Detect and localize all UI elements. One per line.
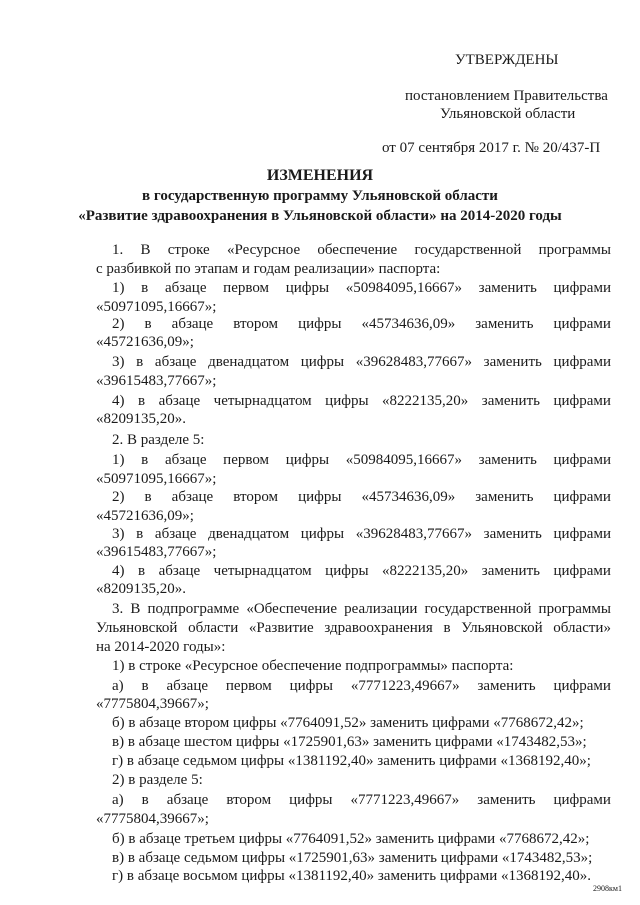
- list-item: г) в абзаце седьмом цифры «1381192,40» заменить цифрами «1368192,40»;: [112, 753, 591, 769]
- list-item-cont: «50971095,16667»;: [96, 471, 217, 487]
- list-item-cont: «45721636,09»;: [96, 334, 194, 350]
- document-title: ИЗМЕНЕНИЯ: [266, 167, 374, 184]
- section-1-intro: 1. В строке «Ресурсное обеспечение государственной программы: [112, 242, 611, 258]
- list-item-cont: «8209135,20».: [96, 581, 186, 597]
- section-3-intro-cont: Ульяновской области «Развитие здравоохранения в Ульяновской области»: [96, 620, 611, 636]
- sub-item: 2) в разделе 5:: [112, 772, 203, 788]
- list-item-cont: «50971095,16667»;: [96, 299, 217, 315]
- section-1-intro-cont: с разбивкой по этапам и годам реализации» паспорта:: [96, 261, 441, 277]
- approval-date: от 07 сентября 2017 г. № 20/437-П: [382, 140, 601, 156]
- list-item: б) в абзаце втором цифры «7764091,52» заменить цифрами «7768672,42»;: [112, 715, 584, 731]
- section-3-intro: 3. В подпрограмме «Обеспечение реализации государственной программы: [112, 601, 611, 617]
- section-2-intro: 2. В разделе 5:: [112, 432, 205, 448]
- list-item-cont: «7775804,39667»;: [96, 811, 209, 827]
- list-item-cont: «39615483,77667»;: [96, 544, 217, 560]
- sub-item: 1) в строке «Ресурсное обеспечение подпрограммы» паспорта:: [112, 658, 514, 674]
- approval-line: постановлением Правительства: [405, 88, 608, 104]
- approval-line: Ульяновской области: [440, 106, 576, 122]
- list-item: б) в абзаце третьем цифры «7764091,52» заменить цифрами «7768672,42»;: [112, 831, 590, 847]
- list-item: 2) в абзаце втором цифры «45734636,09» заменить цифрами: [112, 489, 611, 505]
- list-item-cont: «8209135,20».: [96, 411, 186, 427]
- list-item: 4) в абзаце четырнадцатом цифры «8222135,20» заменить цифрами: [112, 393, 611, 409]
- list-item: в) в абзаце седьмом цифры «1725901,63» заменить цифрами «1743482,53»;: [112, 850, 593, 866]
- list-item-cont: «45721636,09»;: [96, 508, 194, 524]
- list-item: 1) в абзаце первом цифры «50984095,16667» заменить цифрами: [112, 452, 611, 468]
- footer-code: 2908км1: [593, 884, 622, 893]
- list-item: а) в абзаце первом цифры «7771223,49667» заменить цифрами: [112, 678, 611, 694]
- document-subtitle: в государственную программу Ульяновской области: [142, 188, 498, 204]
- list-item: 1) в абзаце первом цифры «50984095,16667» заменить цифрами: [112, 280, 611, 296]
- list-item: 2) в абзаце втором цифры «45734636,09» заменить цифрами: [112, 316, 611, 332]
- document-subtitle: «Развитие здравоохранения в Ульяновской области» на 2014-2020 годы: [78, 208, 562, 224]
- list-item: а) в абзаце втором цифры «7771223,49667» заменить цифрами: [112, 792, 611, 808]
- list-item: г) в абзаце восьмом цифры «1381192,40» заменить цифрами «1368192,40».: [112, 868, 592, 884]
- list-item: 4) в абзаце четырнадцатом цифры «8222135,20» заменить цифрами: [112, 563, 611, 579]
- section-3-intro-cont: на 2014-2020 годы»:: [96, 639, 226, 655]
- list-item: 3) в абзаце двенадцатом цифры «39628483,77667» заменить цифрами: [112, 354, 611, 370]
- approval-header: УТВЕРЖДЕНЫ: [455, 52, 559, 68]
- list-item-cont: «39615483,77667»;: [96, 373, 217, 389]
- list-item: 3) в абзаце двенадцатом цифры «39628483,77667» заменить цифрами: [112, 526, 611, 542]
- list-item-cont: «7775804,39667»;: [96, 696, 209, 712]
- list-item: в) в абзаце шестом цифры «1725901,63» заменить цифрами «1743482,53»;: [112, 734, 587, 750]
